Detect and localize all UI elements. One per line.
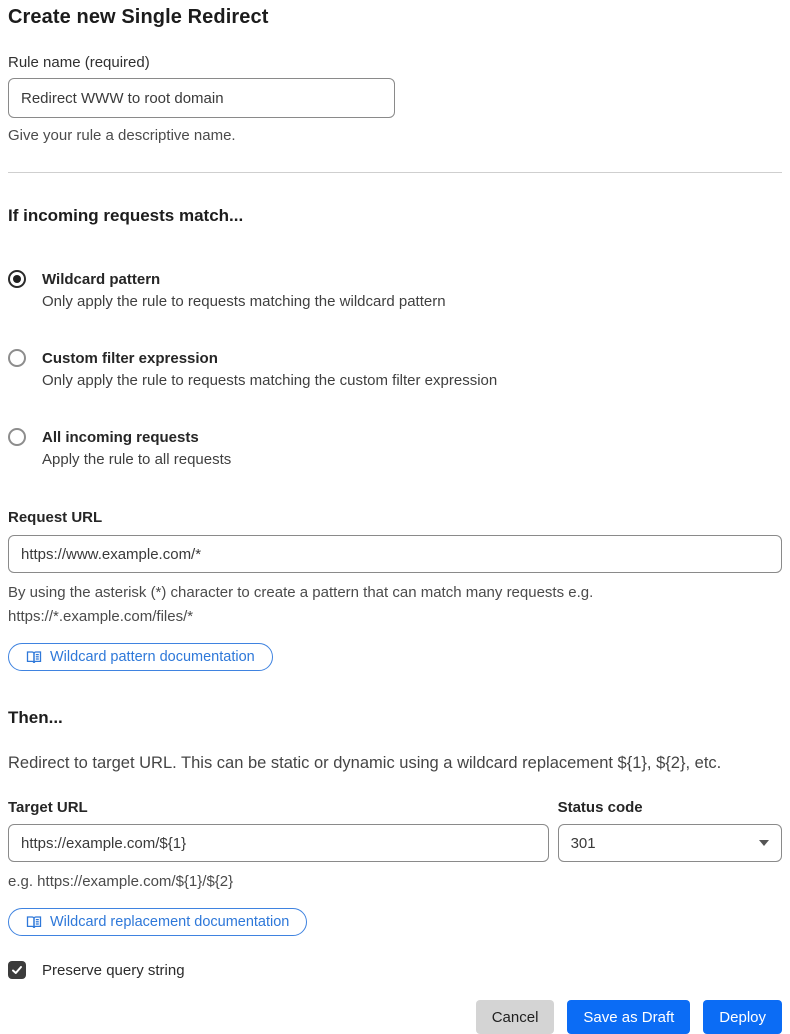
preserve-query-label: Preserve query string <box>42 961 185 979</box>
request-url-help-line1: By using the asterisk (*) character to create a pattern that can match many requests e.g. <box>8 584 594 601</box>
rule-name-group <box>8 54 782 148</box>
open-book-icon <box>26 649 42 665</box>
status-code-group <box>558 799 782 894</box>
radio-button-custom-filter[interactable] <box>8 349 26 367</box>
deploy-button[interactable]: Deploy <box>703 1000 782 1034</box>
chevron-down-icon <box>759 840 769 846</box>
section-divider <box>8 172 782 173</box>
cancel-button[interactable]: Cancel <box>476 1000 555 1034</box>
radio-button-all-requests[interactable] <box>8 428 26 446</box>
request-url-input[interactable] <box>8 535 782 573</box>
target-url-help: e.g. https://example.com/${1}/${2} <box>8 873 234 890</box>
open-book-icon <box>26 914 42 930</box>
radio-option-all-requests[interactable] <box>8 428 782 468</box>
target-url-group <box>8 799 549 894</box>
radio-description: Only apply the rule to requests matching the wildcard pattern <box>42 293 446 310</box>
radio-description: Apply the rule to all requests <box>42 451 232 468</box>
target-url-label: Target URL <box>8 799 88 816</box>
radio-label: Custom filter expression <box>42 349 218 367</box>
save-as-draft-button[interactable]: Save as Draft <box>567 1000 690 1034</box>
page-title: Create new Single Redirect <box>8 6 269 28</box>
then-section-description: Redirect to target URL. This can be static or dynamic using a wildcard replacement ${1}, ${2}, etc. <box>8 754 722 772</box>
preserve-query-checkbox[interactable] <box>8 961 26 979</box>
wildcard-pattern-docs-label: Wildcard pattern documentation <box>50 649 255 665</box>
status-code-select[interactable] <box>558 824 782 862</box>
match-type-radio-group <box>8 270 782 468</box>
request-url-group <box>8 509 782 629</box>
check-icon <box>11 964 23 976</box>
request-url-help <box>8 581 782 629</box>
radio-label: Wildcard pattern <box>42 270 161 288</box>
wildcard-replacement-docs-button[interactable] <box>8 908 307 936</box>
status-code-value: 301 <box>570 834 596 852</box>
radio-button-wildcard-pattern[interactable] <box>8 270 26 288</box>
rule-name-label: Rule name (required) <box>8 54 150 71</box>
match-section-heading: If incoming requests match... <box>8 206 244 225</box>
then-section-heading: Then... <box>8 708 63 727</box>
target-row <box>8 799 782 894</box>
request-url-label: Request URL <box>8 509 103 526</box>
radio-option-custom-filter[interactable] <box>8 349 782 389</box>
radio-description: Only apply the rule to requests matching the custom filter expression <box>42 372 498 389</box>
radio-label: All incoming requests <box>42 428 199 446</box>
rule-name-input[interactable] <box>8 78 395 118</box>
target-url-input[interactable] <box>8 824 549 862</box>
form-footer <box>8 1000 782 1034</box>
preserve-query-row[interactable] <box>8 961 782 979</box>
rule-name-help: Give your rule a descriptive name. <box>8 127 236 144</box>
request-url-help-line2: https://*.example.com/files/* <box>8 608 194 625</box>
wildcard-replacement-docs-label: Wildcard replacement documentation <box>50 914 290 930</box>
status-code-label: Status code <box>557 799 643 816</box>
wildcard-pattern-docs-button[interactable] <box>8 643 273 671</box>
radio-option-wildcard-pattern[interactable] <box>8 270 782 310</box>
